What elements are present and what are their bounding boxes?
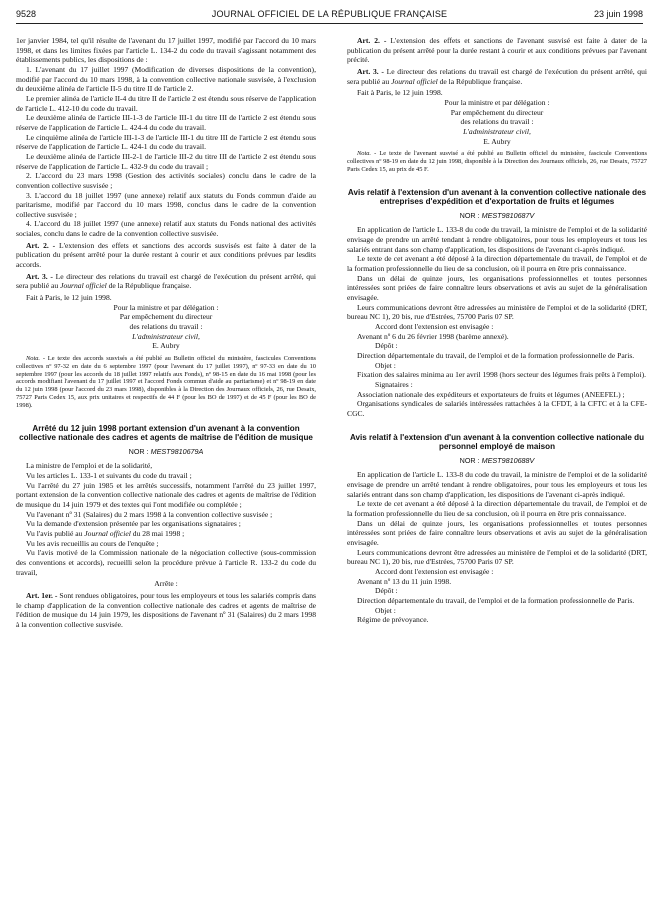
paragraph: Le texte de cet avenant a été déposé à la direction départementale du travail, de l'emploi et de la formation professionnelle du lieu de sa conclusion, où il pourra en être pris connaissance. — [347, 254, 647, 274]
text: Vu l'avis publié au — [26, 529, 85, 539]
paragraph: Le deuxième alinéa de l'article III-2-1 de l'article III-2 du titre III de l'article 2 est étendu sous réserve de l'application de l'article L. 432-9 du code du travail ; — [16, 151, 316, 171]
paragraph: Vu les avis recueillis au cours de l'enquête ; — [26, 538, 159, 548]
page-header — [16, 9, 643, 23]
journal-ref: Journal officiel — [84, 529, 131, 539]
paragraph: Vu l'avenant nº 31 (Salaires) du 2 mars 1998 à la convention collective susvisée ; — [26, 509, 273, 519]
paragraph: Association nationale des expéditeurs et exportateurs de fruits et légumes (ANEEFEL) ; — [357, 389, 625, 399]
nor-label: NOR : — [459, 455, 482, 465]
paragraph: 1er janvier 1984, tel qu'il résulte de l'avenant du 17 juillet 1997, modifié par l'accord du 10 mars 1998, et dans les limites fixées par l'article L. 134-2 du code du travail s'agissant notamment des établissements publics, les dispositions de : — [16, 36, 316, 65]
article-text: de la République française. — [106, 281, 192, 291]
paragraph: 4. L'accord du 18 juillet 1997 (une annexe) relatif aux statuts du Fonds national des activités sociales, conclu dans le cadre de la convention collective susvisée. — [16, 219, 316, 239]
article-2 — [347, 36, 647, 65]
signature-line: Par empêchement du directeur — [450, 107, 544, 117]
paragraph: Vu les articles L. 133-1 et suivants du code du travail ; — [26, 471, 192, 481]
signature-line: L'administrateur civil, — [463, 126, 531, 136]
journal-ref: Journal officiel — [391, 76, 438, 86]
section-title: Avis relatif à l'extension d'un avenant à la convention collective nationale du personnel employé de maison — [349, 432, 645, 452]
signature-block — [16, 303, 316, 351]
signature-line: L'administrateur civil, — [132, 331, 200, 341]
article-label: Art. 3. - — [26, 271, 53, 281]
nota-text: - Le texte de l'avenant susvisé a été publié au Bulletin officiel du ministère, fascicule Conventions collectives nº 98-19 en date du 12 juin 1998, disponible à la Direction des Journaux officiels, 26, rue Desaix, 75727 Paris Cedex 15, au prix de 45 F. — [347, 150, 647, 173]
paragraph: Accord dont l'extension est envisagée : — [375, 322, 494, 332]
signatory-name: E. Aubry — [483, 136, 511, 146]
paragraph: Signataires : — [375, 379, 413, 389]
nor-reference — [347, 211, 647, 221]
paragraph: Fixation des salaires minima au 1er avril 1998 (hors secteur des légumes frais prêts à l'emploi). — [357, 370, 647, 380]
paragraph: Leurs communications devront être adressées au ministère de l'emploi et de la solidarité (DRT, bureau NC 1), 20 bis, rue d'Estrées, 75700 Paris 07 SP. — [347, 302, 647, 322]
article-2 — [16, 241, 316, 270]
paragraph: 3. L'accord du 18 juillet 1997 (une annexe) relatif aux statuts du Fonds commun d'aide au paritarisme, modifié par l'accord du 10 mars 1998, conclus dans le cadre de la convention collective susvisée ; — [16, 190, 316, 219]
signature-line: des relations du travail : — [129, 322, 203, 332]
nor-label: NOR : — [459, 210, 482, 220]
paragraph: Le texte de cet avenant a été déposé à la direction départementale du travail, de l'emploi et de la formation professionnelle du lieu de sa conclusion, où il pourra en être pris connaissance. — [347, 499, 647, 519]
paragraph: 2. L'accord du 23 mars 1998 (Gestion des activités sociales) conclu dans le cadre de la convention collective susvisée ; — [16, 171, 316, 190]
paragraph: Vu la demande d'extension présentée par les organisations signataires ; — [26, 519, 241, 529]
paragraph: Direction départementale du travail, de l'emploi et de la formation professionnelle de Paris. — [357, 350, 635, 360]
text: du 28 mai 1998 ; — [130, 529, 185, 539]
paragraph: Dans un délai de quinze jours, les organisations professionnelles et toutes personnes intéressées sont priées de faire connaître leurs observations et avis au sujet de la généralisation envisagée. — [347, 518, 647, 548]
left-column — [16, 36, 316, 630]
nota — [347, 150, 647, 173]
place-date: Fait à Paris, le 12 juin 1998. — [26, 293, 112, 303]
paragraph: Vu l'avis motivé de la Commission nationale de la négociation collective (sous-commission des conventions et accords), recueilli selon la procédure prévue à l'article R. 133-2 du code du travail, — [16, 548, 316, 577]
journal-ref: Journal officiel — [60, 281, 107, 291]
article-3 — [16, 272, 316, 291]
article-label: Art. 2. - — [357, 36, 387, 45]
paragraph: Le cinquième alinéa de l'article III-1-3 de l'article III-1 du titre III de l'article 2 est étendu sous réserve de l'application de l'article L. 424-1 du code du travail. — [16, 132, 316, 152]
paragraph: Vu l'arrêté du 27 juin 1985 et les arrêtés successifs, notamment l'arrêté du 23 juillet 1997, portant extension de la convention collective nationale des cadres et agents de maîtrise de l'édition de musique du 14 juin 1979 et des textes qui l'ont modifiée ou complétée ; — [16, 480, 316, 510]
nor-code: MEST9810688V — [481, 455, 535, 465]
article-text: L'extension des effets et sanctions de l'avenant susvisé est faite à dater de la publication du présent arrêté pour la durée restant à courir et aux conditions prévues par l'avenant précité. — [347, 36, 647, 65]
paragraph: Dépôt : — [375, 341, 398, 351]
arrete-heading: Arrête : — [154, 579, 178, 589]
paragraph: Objet : — [375, 360, 396, 370]
issue-date: 23 juin 1998 — [593, 9, 643, 19]
paragraph: Accord dont l'extension est envisagée : — [375, 566, 494, 576]
journal-title: JOURNAL OFFICIEL DE LA RÉPUBLIQUE FRANÇAISE — [211, 9, 448, 19]
article-text: Sont rendues obligatoires, pour tous les employeurs et tous les salariés compris dans le champ d'application de la convention collective nationale des cadres et agents de maîtrise de l'édition de musique du 14 juin 1979, les dispositions de l'avenant nº 31 (Salaires) du 2 mars 1998 à la convention collective susvisée. — [16, 590, 316, 629]
article-3 — [347, 67, 647, 86]
nor-code: MEST9810679A — [150, 446, 204, 456]
article-text: Le directeur des relations du travail est chargé de l'exécution du présent arrêté, qui sera publié au — [16, 271, 316, 291]
paragraph: Dépôt : — [375, 586, 398, 596]
paragraph: Le deuxième alinéa de l'article III-1-3 de l'article III-1 du titre III de l'article 2 est étendu sous réserve de l'application de l'article L. 424-4 du code du travail. — [16, 113, 316, 132]
signature-line: Pour la ministre et par délégation : — [113, 302, 219, 312]
article-label: Art. 2. - — [26, 240, 56, 250]
paragraph — [16, 529, 316, 539]
paragraph: En application de l'article L. 133-8 du code du travail, la ministre de l'emploi et de la solidarité envisage de prendre un arrêté tendant à rendre obligatoires, pour tous les employeurs et tous les salariés entrant dans son champ d'application, les dispositions de l'avenant ci-après indiqué. — [347, 225, 647, 254]
signature-block — [347, 98, 647, 146]
section-title: Arrêté du 12 juin 1998 portant extension d'un avenant à la convention collective nationale des cadres et agents de maîtrise de l'édition de musique — [19, 423, 313, 443]
article-text: de la République française. — [437, 76, 523, 86]
paragraph: La ministre de l'emploi et de la solidarité, — [26, 461, 153, 471]
place-date: Fait à Paris, le 12 juin 1998. — [357, 88, 443, 98]
page-number: 9528 — [16, 9, 37, 19]
signatory-name: E. Aubry — [152, 341, 180, 351]
header-rule — [16, 23, 643, 24]
paragraph: Avenant nº 13 du 11 juin 1998. — [357, 576, 452, 586]
paragraph: Régime de prévoyance. — [357, 615, 429, 625]
article-label: Art. 3. - — [357, 66, 384, 76]
nor-code: MEST9810687V — [481, 210, 535, 220]
paragraph: Dans un délai de quinze jours, les organisations professionnelles et toutes personnes intéressées sont priées de faire connaître leurs observations et avis au sujet de la généralisation envisagée. — [347, 273, 647, 303]
nota — [16, 355, 316, 410]
article-1 — [16, 591, 316, 630]
nor-label: NOR : — [128, 446, 151, 456]
article-text: Le directeur des relations du travail est chargé de l'exécution du présent arrêté, qui sera publié au — [347, 66, 647, 86]
nor-reference — [347, 456, 647, 466]
paragraph: En application de l'article L. 133-8 du code du travail, la ministre de l'emploi et de la solidarité envisage de prendre un arrêté tendant à rendre obligatoires, pour tous les employeurs et tous les salariés entrant dans son champ d'application, les dispositions de l'avenant ci-après indiqué. — [347, 470, 647, 499]
nor-reference — [16, 447, 316, 457]
paragraph: 1. L'avenant du 17 juillet 1997 (Modification de diverses dispositions de la convention), modifié par l'accord du 10 mars 1998, à la convention collective nationale susvisée, à l'exclusion du deuxième alinéa de l'article II-5 du titre II de l'article 2. — [16, 64, 316, 94]
signature-line: Par empêchement du directeur — [119, 312, 213, 322]
signature-line: des relations du travail : — [460, 117, 534, 127]
article-label: Art. 1er. - — [26, 590, 58, 600]
signature-line: Pour la ministre et par délégation : — [444, 97, 550, 107]
nota-text: - Le texte des accords susvisés a été publié au Bulletin officiel du ministère, fascicules Conventions collectives nº 97-32 en date du 6 septembre 1997 (pour l'avenant du 17 juillet 1997), nº 97-33 en date du 10 septembre 1997 (pour les accords du 18 juillet 1997 relatifs aux Fonds), nº 98-15 en date du 16 mai 1998 (pour les accords modifiant l'avenant du 17 juillet 1997 et l'accord Fonds commun d'aide au paritarisme) et nº 98-19 en date du 12 juin 1998 (pour l'accord du 23 mars 1998), disponibles à la Direction des Journaux officiels, 26, rue Desaix, 75727 Paris Cedex 15, aux prix unitaires et respectifs de 44 F (pour les BO de 1997) et de 45 F (pour les BO de 1998). — [16, 355, 316, 409]
nota-label: Nota. — [26, 355, 41, 362]
article-text: L'extension des effets et sanctions des accords susvisés est faite à dater de la publication du présent arrêté pour la durée restant à courir et aux conditions prévues par lesdits accords. — [16, 240, 316, 270]
section-title: Avis relatif à l'extension d'un avenant à la convention collective nationale des entreprises d'expédition et d'exportation de fruits et légumes — [347, 187, 647, 207]
paragraph: Organisations syndicales de salariés intéressées rattachées à la CFDT, à la CFTC et à la CFE-CGC. — [347, 399, 647, 418]
paragraph: Direction départementale du travail, de l'emploi et de la formation professionnelle de Paris. — [357, 595, 635, 605]
paragraph: Leurs communications devront être adressées au ministère de l'emploi et de la solidarité (DRT, bureau NC 1), 20 bis, rue d'Estrées, 75700 Paris 07 SP. — [347, 547, 647, 567]
paragraph: Le premier alinéa de l'article II-4 du titre II de l'article 2 est étendu sous réserve de l'application de l'article L. 412-10 du code du travail. — [16, 93, 316, 113]
paragraph: Avenant nº 6 du 26 février 1998 (barème annexé). — [357, 331, 509, 341]
nota-label: Nota. — [357, 150, 372, 158]
paragraph: Objet : — [375, 605, 396, 615]
right-column — [347, 36, 647, 625]
